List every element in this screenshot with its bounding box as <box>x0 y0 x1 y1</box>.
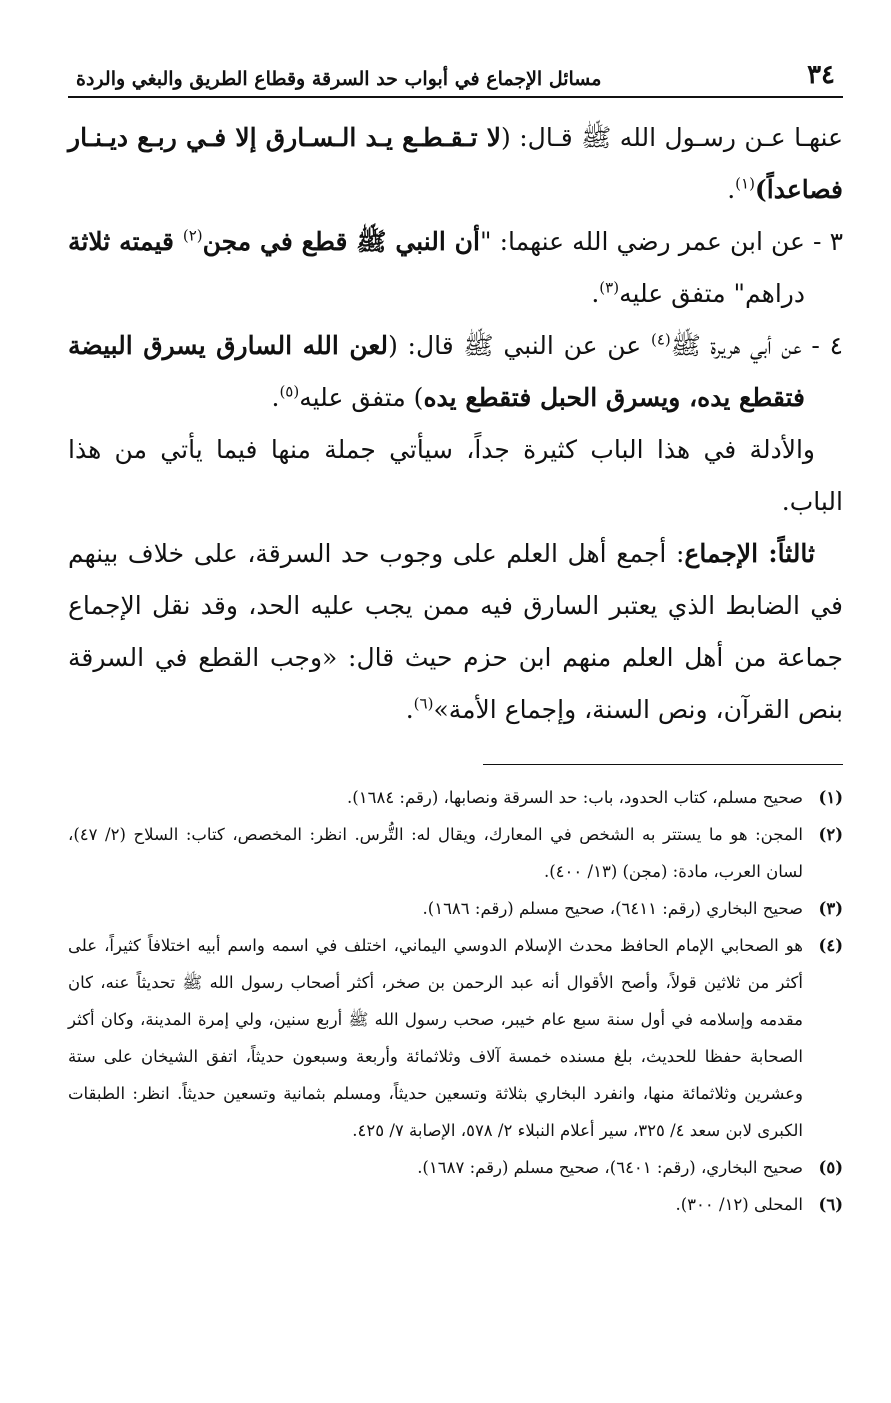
text-run: عنهـا عـن رسـول الله ﷺ قـال: ( <box>501 123 844 152</box>
paragraph-consensus <box>68 528 843 736</box>
footnote-number: (٢) <box>818 825 843 844</box>
hadith-text: قيمته ثلاثة <box>68 227 183 256</box>
footnote-ref[interactable]: (١) <box>735 174 755 193</box>
footnote-ref[interactable]: (٢) <box>182 226 203 245</box>
footnote-text: صحيح البخاري، (رقم: ٦٤٠١)، صحيح مسلم (رقم: ١٦٨٧). <box>417 1158 803 1177</box>
paragraph-evidence-summary: والأدلة في هذا الباب كثيرة جداً، سيأتي جملة منها فيما يأتي من هذا الباب. <box>68 435 843 516</box>
text-run: ) متفق عليه <box>299 383 424 412</box>
footnote-text: المحلى (١٢/ ٣٠٠). <box>675 1195 803 1214</box>
text-run: ) <box>754 175 767 204</box>
section-label: ثالثاً: الإجماع <box>684 539 815 568</box>
footnote-ref[interactable]: (٣) <box>599 278 620 297</box>
footnote-number: (٥) <box>818 1158 843 1177</box>
footnote-ref[interactable]: (٥) <box>279 382 300 401</box>
footnote-text: صحيح البخاري (رقم: ٦٤١١)، صحيح مسلم (رقم: ١٦٨٦). <box>422 899 803 918</box>
footnote-ref[interactable]: (٤) <box>650 330 671 349</box>
footnote <box>68 927 843 1149</box>
paragraph-item-3 <box>68 216 843 320</box>
footnote-number: (٤) <box>818 936 843 955</box>
hadith-text: لا تـقـطـع يـد الـسـارق إلا فـي ربـع ديـنـار فصاعداً <box>68 123 843 204</box>
text-run: . <box>405 695 414 724</box>
footnote <box>68 816 843 890</box>
running-title: مسائل الإجماع في أبواب حد السرقة وقطاع الطريق والبغي والردة <box>76 68 602 90</box>
footnote-text: هو الصحابي الإمام الحافظ محدث الإسلام الدوسي اليماني، اختلف في اسمه واسم أبيه اختلافاً كثيراً، على أكثر من ثلاثين قولاً، وأصح الأقوال أنه عبد الرحمن بن صخر، أكثر أصحاب رسول الله ﷺ تحديثاً عنه، كان مقدمه وإسلامه في أول سنة سبع عام خيبر، صحب رسول الله ﷺ أربع سنين، ولي إمرة المدينة، وكان أكثر الصحابة حفظا للحديث، بلغ مسنده خمسة آلاف وثلاثمائة وأربعة وسبعون حديثاً، اتفق الشيخان على ستة وعشرين وثلاثمائة منها، وانفرد البخاري بثلاثة وتسعين حديثاً، ومسلم بثمانية وتسعين حديثاً. انظر: الطبقات الكبرى لابن سعد ٤/ ٣٢٥، سير أعلام النبلاء ٢/ ٥٧٨، الإصابة ٧/ ٤٢٥. <box>68 936 803 1140</box>
paragraph-hadith-continuation <box>68 112 843 216</box>
footnote-ref[interactable]: (٦) <box>413 694 434 713</box>
footnote-text: صحيح مسلم، كتاب الحدود، باب: حد السرقة ونصابها، (رقم: ١٦٨٤). <box>347 788 803 807</box>
footnotes <box>68 779 843 1223</box>
paragraph-item-4 <box>68 320 843 424</box>
main-text <box>68 98 843 736</box>
text-run: ٣ - عن ابن عمر رضي الله عنهما: " <box>479 227 844 256</box>
footnote <box>68 1186 843 1223</box>
text-run: دراهم" متفق عليه <box>619 279 805 308</box>
text-run: . <box>271 383 280 412</box>
hadith-text: لعن الله السارق يسرق البيضة فتقطع يده، ويسرق الحبل فتقطع يده <box>68 331 805 412</box>
footnote <box>68 779 843 816</box>
text-run: . <box>727 175 736 204</box>
footnote-number: (٣) <box>818 899 843 918</box>
footnote-number: (١) <box>818 788 843 807</box>
text-run: عن عن النبي ﷺ قال: ( <box>388 331 651 360</box>
footnote-number: (٦) <box>818 1195 843 1214</box>
hadith-text: أن النبي ﷺ قطع في مجن <box>202 227 480 256</box>
text-run: : أجمع أهل العلم على وجوب حد السرقة، على خلاف بينهم في الضابط الذي يعتبر السارق فيه ممن يجب عليه الحد، وقد نقل الإجماع جماعة من أهل العلم منهم ابن حزم حيث قال: «وجب القطع في السرقة بنص القرآن، ونص السنة، وإجماع الأمة» <box>68 539 843 724</box>
footnote-text: المجن: هو ما يستتر به الشخص في المعارك، ويقال له: التُّرس. انظر: المخصص، كتاب: السلاح (٢/ ٤٧)، لسان العرب، مادة: (مجن) (١٣/ ٤٠٠). <box>68 825 803 881</box>
text-run: ٤ - عن أبي هريرة ﷺ <box>670 331 843 360</box>
footnote <box>68 890 843 927</box>
text-run: . <box>591 279 600 308</box>
page-number: ٣٤ <box>807 60 835 90</box>
footnote <box>68 1149 843 1186</box>
footnote-separator <box>483 764 843 765</box>
page-header <box>68 60 843 98</box>
